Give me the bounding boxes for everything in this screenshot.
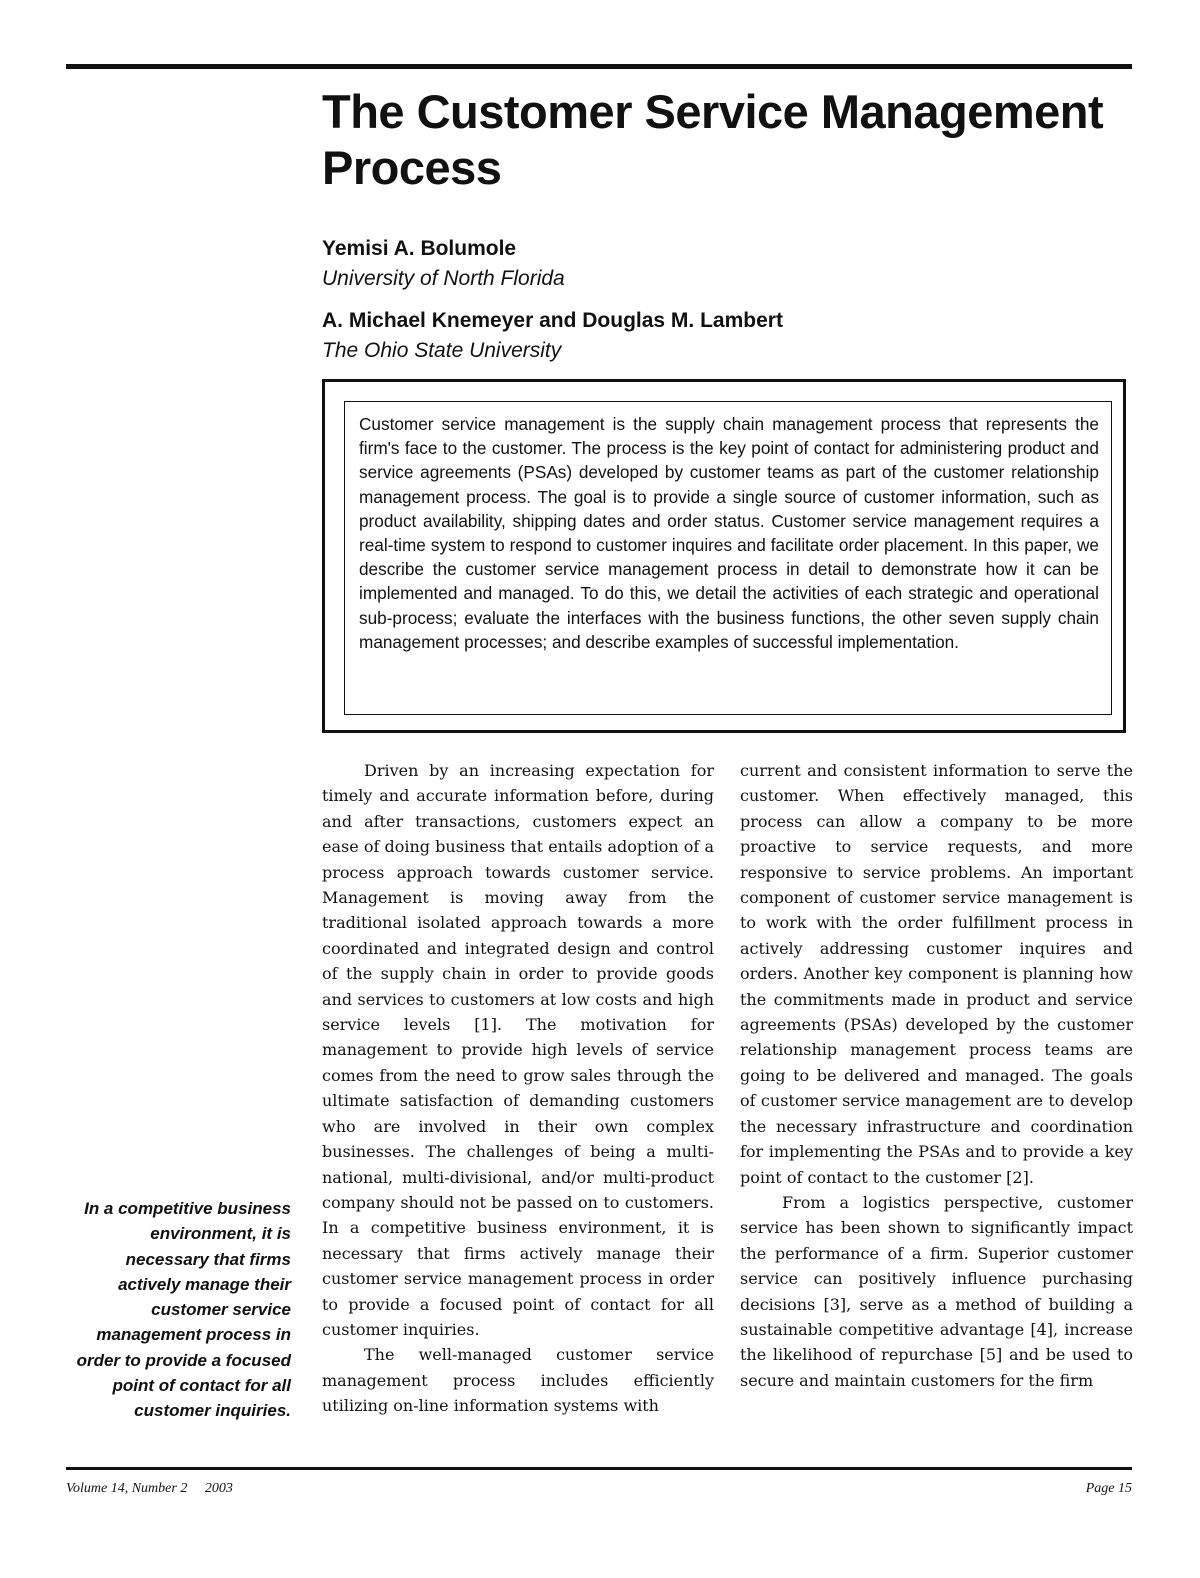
title-line-2: Process (322, 141, 502, 194)
abstract-text: Customer service management is the supply chain management process that represents the firm's face to the customer. The process is the key point of contact for administering product and service agreements (PSAs) developed by customer teams as part of the customer relationship management process. The goal is to provide a single source of customer information, such as product availability, shipping dates and order status. Customer service management requires a real-time system to respond to customer inquires and facilitate order placement. In this paper, we describe the customer service management process in detail to demonstrate how it can be implemented and managed. To do this, we detail the activities of each strategic and operational sub-process; evaluate the interfaces with the business functions, the other seven supply chain management processes; and describe examples of successful implementation. (359, 414, 1099, 652)
col2-paragraph-2: From a logistics perspective, customer service has been shown to significantly impact the performance of a firm. Superior customer service can positively influence purchasing decisions [3], serve as a method of building a sustainable competitive advantage [4], increase the likelihood of repurchase [5] and be used to secure and maintain customers for the firm (740, 1192, 1133, 1390)
bottom-rule (66, 1467, 1132, 1470)
col1-paragraph-2: The well-managed customer service management process includes efficiently utilizing on-line information systems with (322, 1345, 714, 1416)
footer-page-number: Page 15 (1085, 1481, 1132, 1496)
col1-paragraph-1: Driven by an increasing expectation for timely and accurate information before, during and after transactions, customers expect an ease of doing business that entails adoption of a process approach towards customer service. Management is moving away from the traditional isolated approach towards a more coordinated and integrated design and control of the supply chain in order to provide goods and services to customers at low costs and high service levels [1]. The motivation for management to provide high levels of service comes from the need to grow sales through the ultimate satisfaction of demanding customers who are involved in their own complex businesses. The challenges of being a multi-national, multi-divisional, and/or multi-product company should not be passed on to customers. In a competitive business environment, it is necessary that firms actively manage their customer service management process in order to provide a focused point of contact for all customer inquiries. (322, 761, 714, 1339)
col2-paragraph-1: current and consistent information to serve the customer. When effectively managed, this process can allow a company to be more proactive to service requests, and more responsive to service problems. An important component of customer service management is to work with the order fulfillment process in actively addressing customer inquires and orders. Another key component is planning how the commitments made in product and service agreements (PSAs) developed by the customer relationship management process teams are going to be delivered and managed. The goals of customer service management are to develop the necessary infrastructure and coordination for implementing the PSAs and to provide a key point of contact to the customer [2]. (740, 761, 1133, 1187)
article-title (322, 84, 1122, 196)
body-column-2 (740, 758, 1133, 1393)
affiliation-1: University of North Florida (322, 267, 565, 290)
top-rule (66, 64, 1132, 69)
pull-quote: In a competitive business environment, it is necessary that firms actively manage their customer service management process in order to provide a focused point of contact for all customer inquiries. (76, 1199, 291, 1421)
footer-volume: Volume 14, Number 2 2003 (66, 1481, 233, 1496)
body-column-1 (322, 758, 714, 1419)
author-1: Yemisi A. Bolumole (322, 237, 517, 260)
abstract-box (344, 401, 1112, 715)
author-2: A. Michael Knemeyer and Douglas M. Lambert (322, 309, 783, 332)
affiliation-2: The Ohio State University (322, 339, 562, 362)
title-line-1: The Customer Service Management (322, 85, 1104, 138)
